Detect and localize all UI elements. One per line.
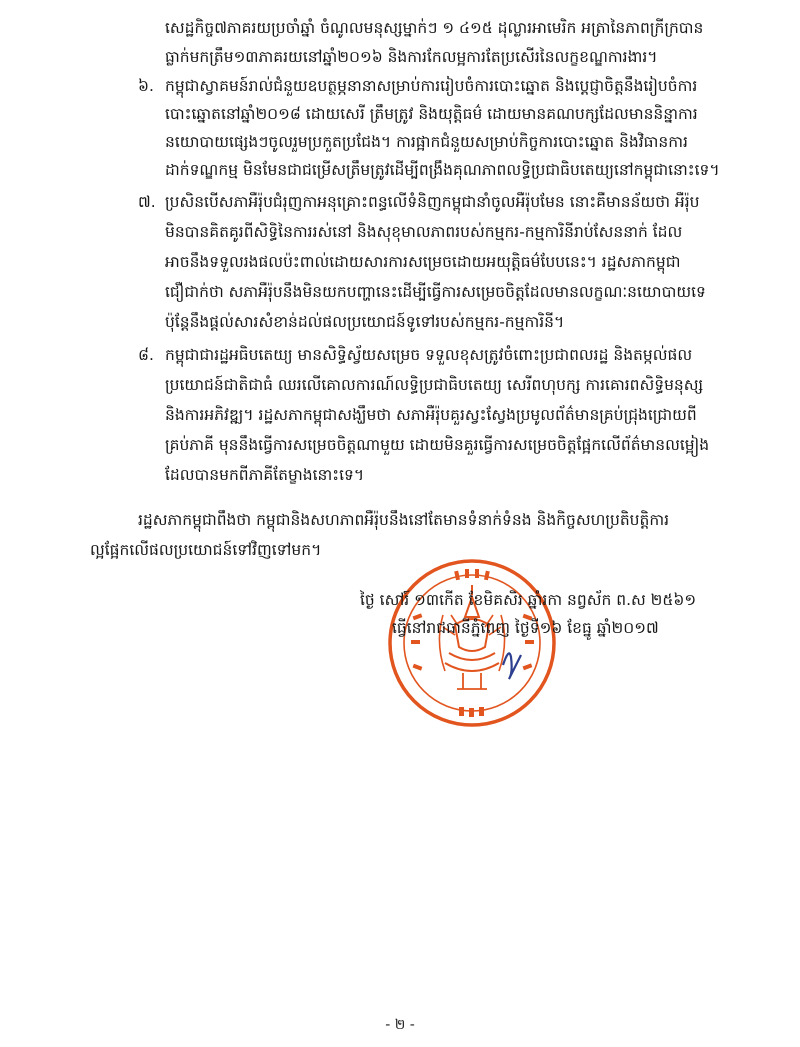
list-item-number: ៨. <box>138 346 154 364</box>
list-item-line: កម្ពុជាស្វាគមន៍រាល់ជំនួយឧបត្ថម្ភនានាសម្រាប់ការរៀបចំការបោះឆ្នោត និងប្តេជ្ញាចិត្តនឹងរៀបចំការ <box>165 77 698 95</box>
list-item-line: ប្រយោជន៍ជាតិជាធំ ឈរលើគោលការណ៍លទ្ធិប្រជាធិបតេយ្យ សេរីពហុបក្ស ការគោរពសិទ្ធិមនុស្ស <box>165 376 704 394</box>
list-item-line: ជឿជាក់ថា សភាអឺរ៉ុបនឹងមិនយកបញ្ហានេះដើម្បីធ្វើការសម្រេចចិត្តដែលមានលក្ខណៈនយោបាយទេ <box>165 283 706 301</box>
list-item-line: គ្រប់ភាគី មុននឹងធ្វើការសម្រេចចិត្តណាមួយ ដោយមិនគួរធ្វើការសម្រេចចិត្តផ្អែកលើព័ត៌មានលម្អៀង <box>165 436 710 454</box>
closing-line: រដ្ឋសភាកម្ពុជាពឹងថា កម្ពុជានិងសហភាពអឺរ៉ុបនឹងនៅតែមានទំនាក់ទំនង និងកិច្ចសហប្រតិបត្តិការ <box>138 511 670 529</box>
list-item-line: នយោបាយផ្សេងៗចូលរួមប្រកួតប្រជែង។ ការផ្អាកជំនួយសម្រាប់កិច្ចការបោះឆ្នោត និងវិធានការ <box>165 133 688 151</box>
list-item-line: បោះឆ្នោតនៅឆ្នាំ២០១៨ ដោយសេរី ត្រឹមត្រូវ និងយុត្តិធម៌ ដោយមានគណបក្សដែលមាននិន្នាការ <box>165 105 698 123</box>
list-item-line: និងការអភិវឌ្ឍ។ រដ្ឋសភាកម្ពុជាសង្ឃឹមថា សភាអឺរ៉ុបគួរស្វះស្វែងប្រមូលព័ត៌មានគ្រប់ជ្រុងជ្រោយពី <box>165 406 697 424</box>
handwritten-signature-icon <box>503 653 521 679</box>
intro-line: សេដ្ឋកិច្ច៧ភាគរយប្រចាំឆ្នាំ ចំណូលមនុស្សម្នាក់ៗ ១ ៤១៥ ដុល្លារអាមេរិក អត្រានៃភាពក្រីក្របាន <box>165 19 704 37</box>
date-line-lunar: ថ្ងៃ សៅរ៍ ១៣កើត ខែមិគសិរ ឆ្នាំរកា នព្វស័ក ព.ស ២៥៦១ <box>360 591 697 609</box>
page-number: - ២ - <box>385 1017 415 1033</box>
list-item-line: ដែលបានមកពីភាគីតែម្ខាងនោះទេ។ <box>165 466 365 484</box>
list-item-line: កម្ពុជាជារដ្ឋអធិបតេយ្យ មានសិទ្ធិស្វ័យសម្រេច ទទួលខុសត្រូវចំពោះប្រជាពលរដ្ឋ និងតម្កល់ផល <box>165 346 693 364</box>
list-item-line: អាចនឹងទទួលរងផលប៉ះពាល់ដោយសារការសម្រេចដោយអយុត្តិធម៌បែបនេះ។ រដ្ឋសភាកម្ពុជា <box>165 253 681 271</box>
date-line-gregorian: ធ្វើនៅរាជធានីភ្នំពេញ ថ្ងៃទី១៦ ខែធ្នូ ឆ្នាំ២០១៧ <box>392 619 659 637</box>
intro-line: ធ្លាក់មកត្រឹម១៣ភាគរយនៅឆ្នាំ២០១៦ និងការកែលម្អការតែប្រសើរនៃលក្ខខណ្ឌការងារ។ <box>165 48 658 66</box>
list-item-line: មិនបានគិតគូរពីសិទ្ធិនៃការរស់នៅ និងសុខុមាលភាពរបស់កម្មករ-កម្មការិនីរាប់សែននាក់ ដែល <box>165 223 683 241</box>
list-item-number: ៦. <box>138 77 154 95</box>
list-item-number: ៧. <box>138 193 156 211</box>
closing-line: ល្អផ្អែកលើផលប្រយោជន៍ទៅវិញទៅមក។ <box>90 541 322 559</box>
list-item-line: ដាក់ទណ្ឌកម្ម មិនមែនជាជម្រើសត្រឹមត្រូវដើម្បីពង្រឹងគុណភាពលទ្ធិប្រជាធិបតេយ្យនៅកម្ពុជានោះទេ។ <box>165 161 720 179</box>
list-item-line: ប៉ុន្តែនឹងផ្តល់សារសំខាន់ដល់ផលប្រយោជន៍ទូទៅរបស់កម្មករ-កម្មការិនី។ <box>165 313 565 331</box>
national-assembly-seal-icon <box>385 555 560 730</box>
list-item-line: ប្រសិនបើសភាអឺរ៉ុបជំរុញកាអនុគ្រោះពន្ធលើទំនិញកម្ពុជានាំចូលអឺរ៉ុបមែន នោះគឺមានន័យថា អឺរ៉ុប <box>165 193 700 211</box>
